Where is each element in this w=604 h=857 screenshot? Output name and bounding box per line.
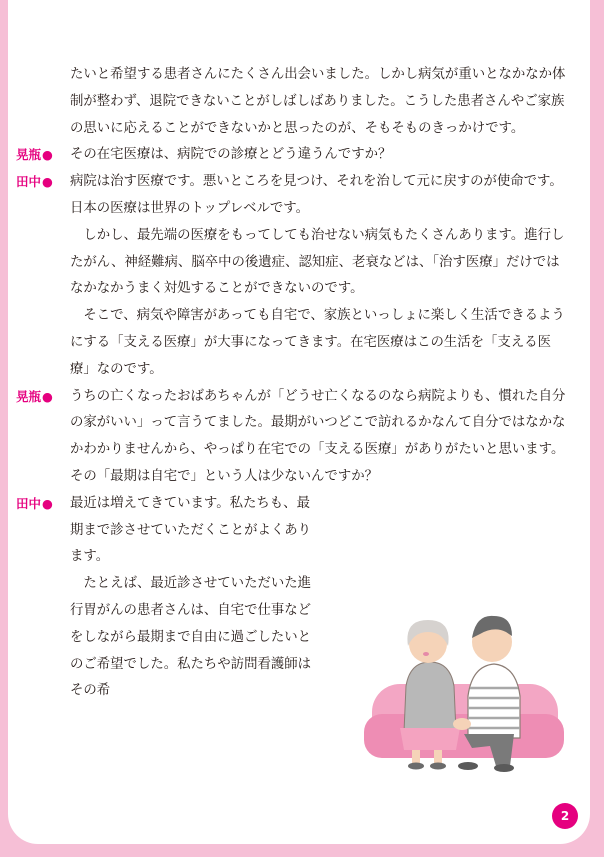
paragraph: たいと希望する患者さんにたくさん出会いました。しかし病気が重いとなかなか体制が整わず、退院できないことがしばしばありました。こうした患者さんやご家族の思いに応えることができないかと思ったのが、そもそものきっかけです。: [70, 67, 566, 136]
paragraph: 最近は増えてきています。私たちも、最期まで診させていただくことがよくあります。: [70, 495, 312, 565]
paragraph: そこで、病気や障害があっても自宅で、家族といっしょに楽しく生活できるようにする「支える医療」が大事になってきます。在宅医療はこの生活を「支える医療」なのです。: [70, 308, 565, 377]
speaker-label: 晃瓶●: [16, 147, 53, 163]
speaker-label: 晃瓶●: [16, 388, 53, 404]
speaker-label: 田中●: [16, 174, 53, 190]
paragraph: その在宅医療は、病院での診療とどう違うんですか？: [70, 147, 392, 163]
elderly-couple-on-sofa-illustration: [364, 606, 564, 776]
paragraph: しかし、最先端の医療をもってしても治せない病気もたくさんあります。進行したがん、神経難病、脳卒中の後遺症、認知症、老衰などは、「治す医療」だけではなかなかうまく対処することができないのです。: [70, 227, 565, 297]
page: [8, 0, 590, 844]
paragraph: 病院は治す医療です。悪いところを見つけ、それを治して元に戻すのが使命です。日本の医療は世界のトップレベルです。: [70, 174, 563, 216]
speech-interviewer: [16, 142, 570, 169]
paragraph: たとえば、最近診させていただいた進行胃がんの患者さんは、自宅で仕事などをしながら最期まで自由に過ごしたいとのご希望でした。私たちや訪問看護師はその希: [70, 576, 312, 699]
page-number: 2: [552, 803, 578, 829]
speaker-label: 田中●: [16, 495, 53, 511]
body-text: [16, 0, 570, 705]
speech-interviewer: [16, 384, 570, 491]
paragraph: うちの亡くなったおばあちゃんが「どうせ亡くなるのなら病院よりも、慣れた自分の家がいい」って言うてました。最期がいつどこで訪れるかなんて自分ではなかなかわかりませんから、やっぱり在宅での「支える医療」がありがたいと思います。その「最期は自宅で」という人は少ないんですか？: [70, 388, 566, 484]
speech-tanaka: [16, 169, 570, 223]
speech-tanaka: [16, 491, 316, 571]
